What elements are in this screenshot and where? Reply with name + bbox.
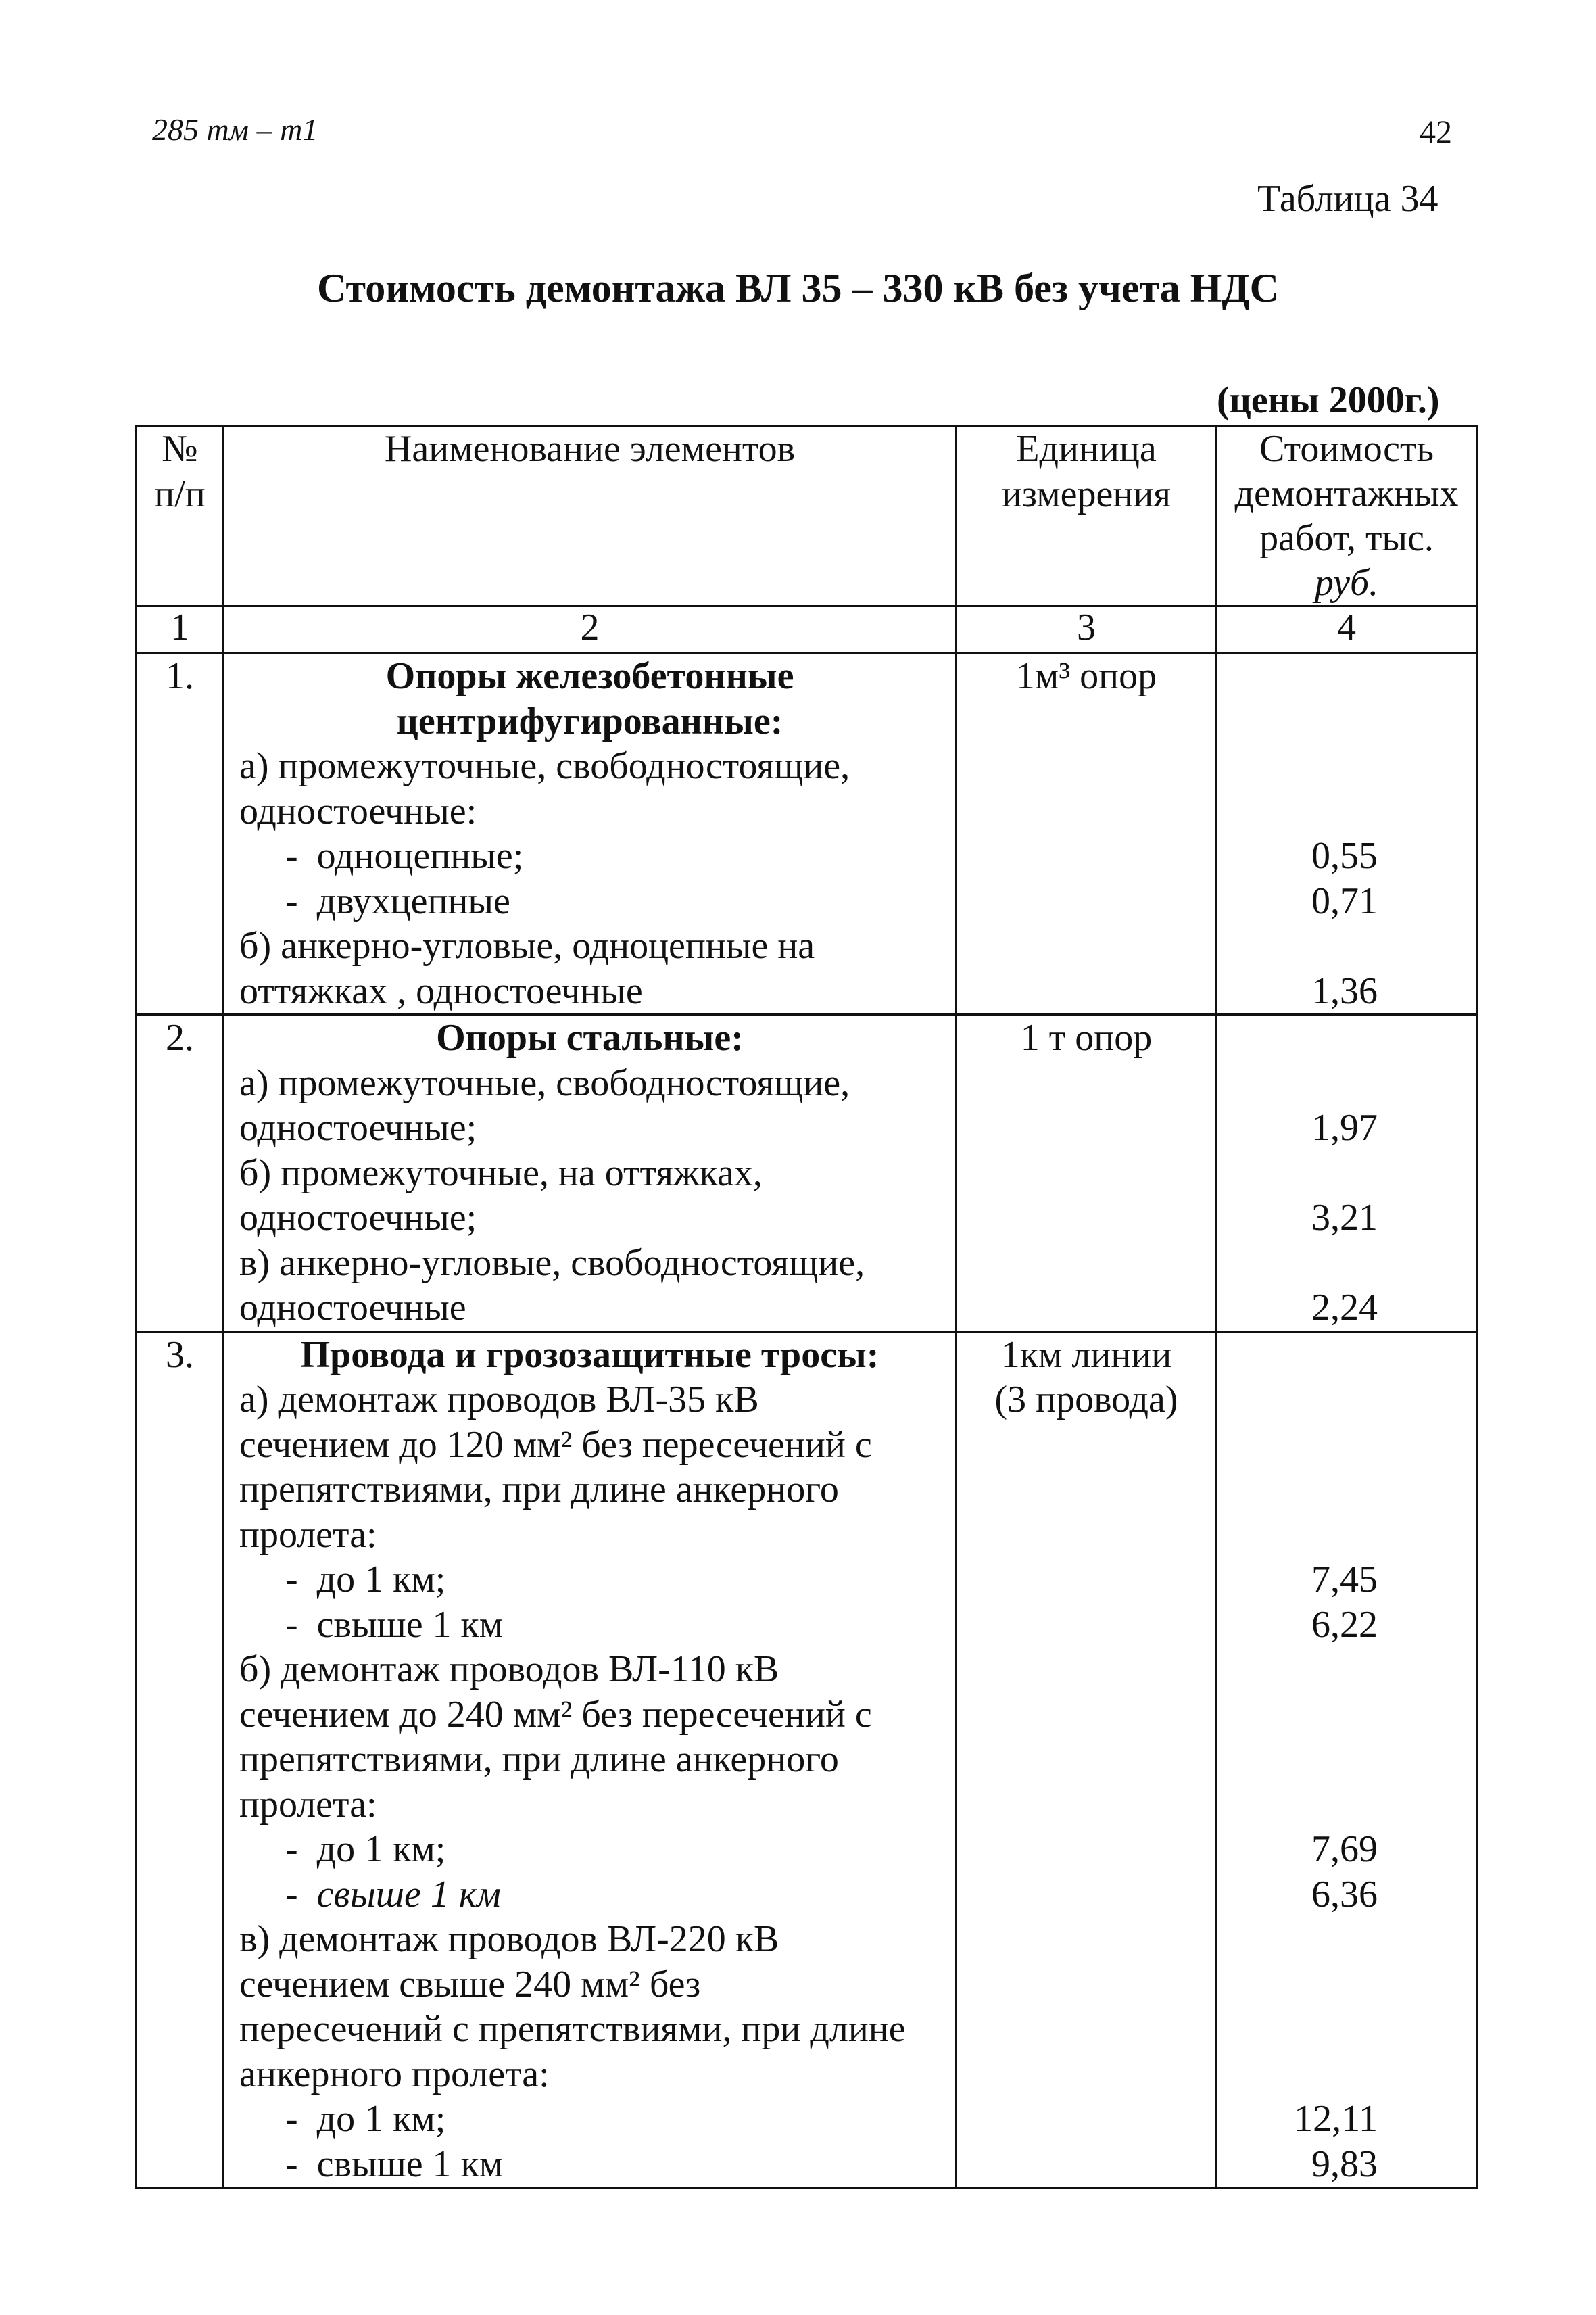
col-header-name: Наименование элементов [224, 426, 957, 606]
element-line: б) анкерно-угловые, одноцепные на [239, 925, 815, 967]
element-name-cell [224, 1015, 957, 1332]
element-line: оттяжках , одностоечные [239, 970, 643, 1012]
column-number: 3 [957, 606, 1217, 653]
col-header-cost-line: работ, тыс. [1259, 517, 1434, 559]
cost-value [1217, 1647, 1476, 1692]
cost-value [1217, 1377, 1476, 1423]
cost-value [1217, 1917, 1476, 1962]
cost-value [1217, 1467, 1476, 1512]
unit-text: 1 т опор [1020, 1017, 1153, 1059]
element-name-cell [224, 1331, 957, 2188]
cost-value: 1,97 [1311, 1107, 1378, 1149]
section-heading: Опоры железобетонные [385, 655, 794, 697]
element-line: анкерного пролета: [239, 2053, 550, 2095]
cost-value [1217, 1016, 1476, 1061]
element-name-cell [224, 653, 957, 1015]
table-header-row [137, 426, 1477, 606]
cost-table [135, 425, 1478, 2189]
cost-value [1217, 1151, 1476, 1196]
element-line: - свыше 1 км [285, 1873, 501, 1915]
element-line: б) промежуточные, на оттяжках, [239, 1151, 763, 1194]
table-row [137, 1015, 1477, 1332]
element-line: пролета: [239, 1513, 377, 1556]
cost-value [1217, 1512, 1476, 1558]
col-header-unit-line: Единица [1016, 428, 1157, 470]
element-line: одностоечные [239, 1287, 466, 1329]
element-line: препятствиями, при длине анкерного [239, 1469, 839, 1510]
page-number: 42 [1420, 114, 1452, 150]
element-line: - до 1 км; [285, 2098, 446, 2140]
cost-value [1217, 1333, 1476, 1378]
cost-value [1217, 744, 1476, 789]
element-line: сечением до 120 мм² без пересечений с [239, 1423, 872, 1466]
element-line: одностоечные: [239, 790, 477, 832]
col-header-num-line: № [162, 428, 198, 470]
cost-value [1217, 2052, 1476, 2097]
row-number [137, 1015, 224, 1332]
element-line: а) демонтаж проводов ВЛ-35 кВ [239, 1379, 759, 1421]
cost-value: 3,21 [1311, 1197, 1378, 1239]
col-header-num-line: п/п [154, 473, 205, 515]
unit-text: (3 провода) [994, 1379, 1178, 1421]
column-number: 4 [1217, 606, 1477, 653]
cost-value [1217, 654, 1476, 699]
page-title: Стоимость демонтажа ВЛ 35 – 330 кВ без учета НДС [317, 266, 1279, 310]
element-line: - свыше 1 км [285, 2143, 504, 2185]
row-number [137, 653, 224, 1015]
unit-cell [957, 1331, 1217, 2188]
unit-text: 1км линии [1000, 1333, 1172, 1376]
element-line: - до 1 км; [285, 1828, 446, 1870]
cost-value [1217, 1737, 1476, 1782]
element-line: - двухцепные [285, 880, 510, 922]
unit-cell [957, 653, 1217, 1015]
cost-value [1217, 924, 1476, 969]
cost-value: 6,22 [1311, 1603, 1378, 1646]
col-header-cost-line: Стоимость [1259, 428, 1434, 470]
element-line: в) демонтаж проводов ВЛ-220 кВ [239, 1918, 779, 1960]
column-number: 1 [137, 606, 224, 653]
cost-value: 12,11 [1294, 2098, 1378, 2140]
cost-value: 9,83 [1311, 2143, 1378, 2185]
column-number: 2 [224, 606, 957, 653]
section-heading: центрифугированные: [396, 700, 783, 742]
element-line: одностоечные; [239, 1197, 477, 1239]
cost-value: 1,36 [1311, 970, 1378, 1012]
cost-value: 7,69 [1311, 1828, 1378, 1870]
cost-value [1217, 1061, 1476, 1106]
cost-value [1217, 699, 1476, 744]
cost-cell [1217, 653, 1477, 1015]
cost-value [1217, 1782, 1476, 1828]
element-line: пересечений с препятствиями, при длине [239, 2008, 906, 2050]
col-header-unit [957, 426, 1217, 606]
section-heading: Провода и грозозащитные тросы: [300, 1333, 879, 1376]
cost-value [1217, 2007, 1476, 2052]
element-line: сечением свыше 240 мм² без [239, 1963, 701, 2005]
column-number-row [137, 606, 1477, 653]
cost-value [1217, 789, 1476, 834]
row-number-text: 3. [166, 1333, 194, 1376]
element-line: пролета: [239, 1783, 377, 1825]
col-header-num [137, 426, 224, 606]
element-line: сечением до 240 мм² без пересечений с [239, 1693, 872, 1736]
element-line: в) анкерно-угловые, свободностоящие, [239, 1241, 865, 1284]
table-row [137, 653, 1477, 1015]
cost-value: 0,55 [1311, 835, 1378, 877]
element-line: одностоечные; [239, 1107, 477, 1149]
element-line: - одноцепные; [285, 835, 524, 877]
section-heading: Опоры стальные: [436, 1017, 744, 1059]
element-line: а) промежуточные, свободностоящие, [239, 1061, 850, 1104]
cost-value [1217, 1241, 1476, 1286]
element-line: - до 1 км; [285, 1558, 446, 1600]
cost-cell [1217, 1015, 1477, 1332]
col-header-cost [1217, 426, 1477, 606]
element-line: препятствиями, при длине анкерного [239, 1738, 839, 1780]
cost-value [1217, 1423, 1476, 1468]
cost-value: 0,71 [1311, 880, 1378, 922]
document-code: 285 тм – т1 [152, 112, 318, 147]
col-header-cost-line: демонтажных [1234, 473, 1459, 515]
element-line: б) демонтаж проводов ВЛ-110 кВ [239, 1648, 779, 1690]
element-line: а) промежуточные, свободностоящие, [239, 745, 850, 787]
cost-value: 6,36 [1311, 1873, 1378, 1915]
element-line: - свыше 1 км [285, 1603, 504, 1646]
cost-value [1217, 1962, 1476, 2007]
table-label: Таблица 34 [1257, 178, 1438, 220]
unit-text: 1м³ опор [1015, 655, 1157, 697]
col-header-unit-line: измерения [1001, 473, 1171, 515]
unit-cell [957, 1015, 1217, 1332]
cost-value [1217, 1692, 1476, 1738]
cost-cell [1217, 1331, 1477, 2188]
row-number [137, 1331, 224, 2188]
cost-value: 2,24 [1311, 1287, 1378, 1329]
cost-value: 7,45 [1311, 1558, 1378, 1600]
col-header-cost-line: руб. [1314, 562, 1379, 604]
row-number-text: 1. [166, 655, 194, 697]
price-note: (цены 2000г.) [1217, 379, 1440, 421]
row-number-text: 2. [166, 1017, 194, 1059]
table-row [137, 1331, 1477, 2188]
